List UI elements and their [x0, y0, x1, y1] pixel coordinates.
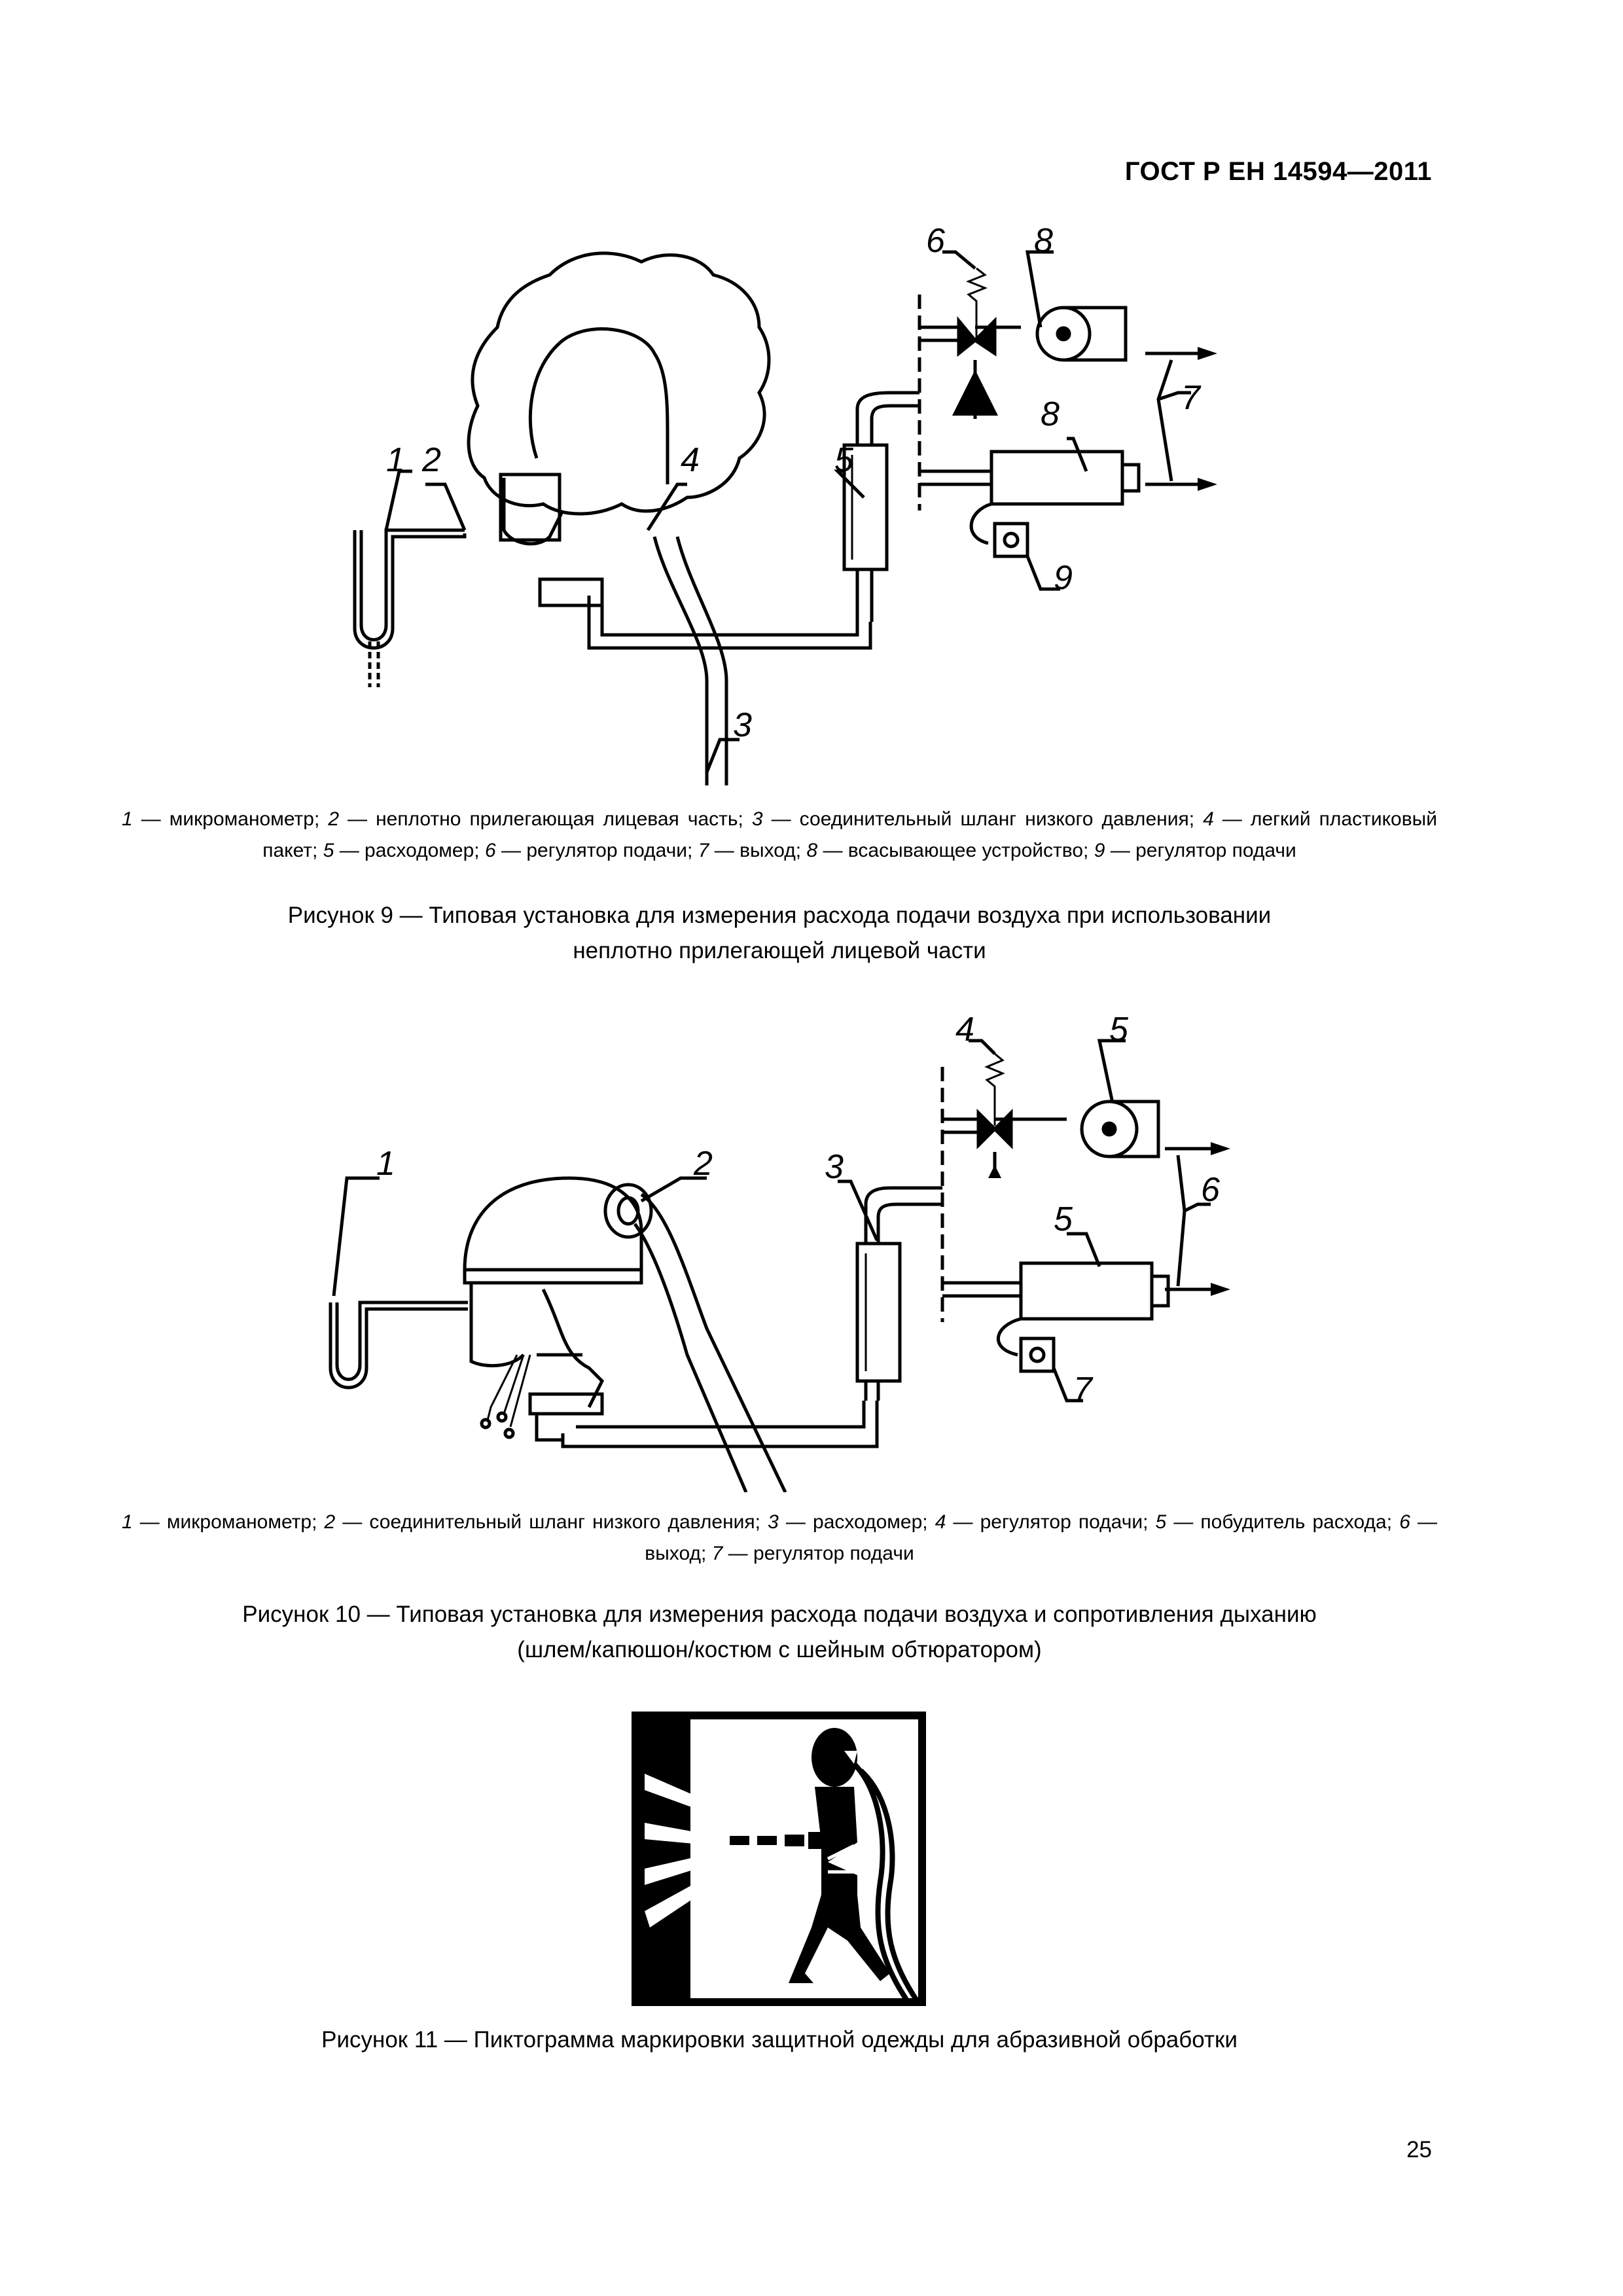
hood	[537, 1289, 602, 1407]
callout-3: 3	[825, 1148, 844, 1186]
callout-2: 2	[694, 1145, 713, 1183]
face-shield	[471, 1283, 524, 1366]
neck-collar	[540, 579, 602, 605]
callout-1: 1	[376, 1145, 395, 1183]
figure-9-diagram	[314, 223, 1296, 792]
callout-8-bottom: 8	[1041, 395, 1060, 433]
callout-6: 6	[1201, 1171, 1220, 1209]
helmet-outline	[465, 1178, 641, 1270]
figure-9-caption	[122, 898, 1437, 969]
legend-item: 3 — расходомер;	[768, 1511, 935, 1533]
caption-line: (шлем/капюшон/костюм с шейным обтюратором)	[517, 1637, 1042, 1662]
legend-item: 8 — всасывающее устройство;	[806, 840, 1094, 861]
connection-line-top	[866, 1188, 942, 1230]
page-number: 25	[1406, 2137, 1432, 2162]
document-header: ГОСТ Р ЕН 14594—2011	[1124, 157, 1432, 186]
callout-1: 1	[386, 441, 405, 479]
callout-5-top: 5	[1109, 1014, 1128, 1049]
blower-8-bottom	[991, 452, 1122, 504]
legend-item: 7 — регулятор подачи	[711, 1543, 914, 1564]
micromanometer-tube	[330, 1302, 468, 1388]
connection-line	[589, 596, 870, 648]
hose-connector	[605, 1185, 651, 1237]
figure-11-pictogram	[632, 1712, 926, 2006]
legend-item: 4 — легкий пластиковый пакет;	[262, 808, 1437, 861]
figure-11-caption: Рисунок 11 — Пиктограмма маркировки защитной одежды для абразивной обработки	[321, 2027, 1238, 2053]
legend-item: 7 — выход;	[698, 840, 807, 861]
callout-4: 4	[681, 441, 700, 479]
callout-4: 4	[955, 1014, 974, 1049]
micromanometer-tube	[355, 530, 465, 648]
figure-10-legend	[122, 1507, 1437, 1570]
callout-3: 3	[733, 706, 752, 744]
caption-line: Рисунок 10 — Типовая установка для измерения расхода подачи воздуха и сопротивления дыханию	[242, 1602, 1317, 1627]
legend-item: 5 — расходомер;	[323, 840, 485, 861]
head-outline	[530, 329, 668, 484]
callout-5-bottom: 5	[1054, 1200, 1073, 1238]
blower-5-bottom	[1021, 1263, 1152, 1319]
figure-9-legend	[122, 804, 1437, 867]
callout-7: 7	[1181, 379, 1200, 417]
caption-line: неплотно прилегающей лицевой части	[573, 938, 986, 963]
regulator-9	[995, 524, 1027, 556]
legend-item: 1 — микроманометр;	[122, 808, 329, 830]
legend-item: 9 — регулятор подачи	[1094, 840, 1296, 861]
legend-item: 2 — соединительный шланг низкого давления;	[324, 1511, 768, 1533]
callout-2: 2	[422, 441, 441, 479]
callout-9: 9	[1054, 559, 1073, 597]
callout-6: 6	[926, 223, 945, 260]
legend-item: 3 — соединительный шланг низкого давления;	[751, 808, 1204, 830]
regulator-7	[1021, 1338, 1054, 1371]
connection-line	[563, 1401, 877, 1446]
figure-10-diagram	[314, 1014, 1296, 1492]
connection-line-top	[857, 393, 919, 445]
legend-item: 2 — неплотно прилегающая лицевая часть;	[328, 808, 752, 830]
legend-item: 1 — микроманометр;	[122, 1511, 325, 1533]
flowmeter	[857, 1244, 900, 1381]
legend-item: 5 — побудитель расхода;	[1155, 1511, 1400, 1533]
legend-item: 6 — выход;	[645, 1511, 1437, 1564]
legend-item: 6 — регулятор подачи;	[484, 840, 698, 861]
callout-5: 5	[834, 441, 853, 479]
callout-8-top: 8	[1034, 223, 1053, 260]
figure-10-caption	[122, 1597, 1437, 1668]
legend-item: 4 — регулятор подачи;	[935, 1511, 1156, 1533]
caption-line: Рисунок 9 — Типовая установка для измерения расхода подачи воздуха при использовании	[287, 903, 1272, 928]
callout-7: 7	[1073, 1371, 1092, 1408]
